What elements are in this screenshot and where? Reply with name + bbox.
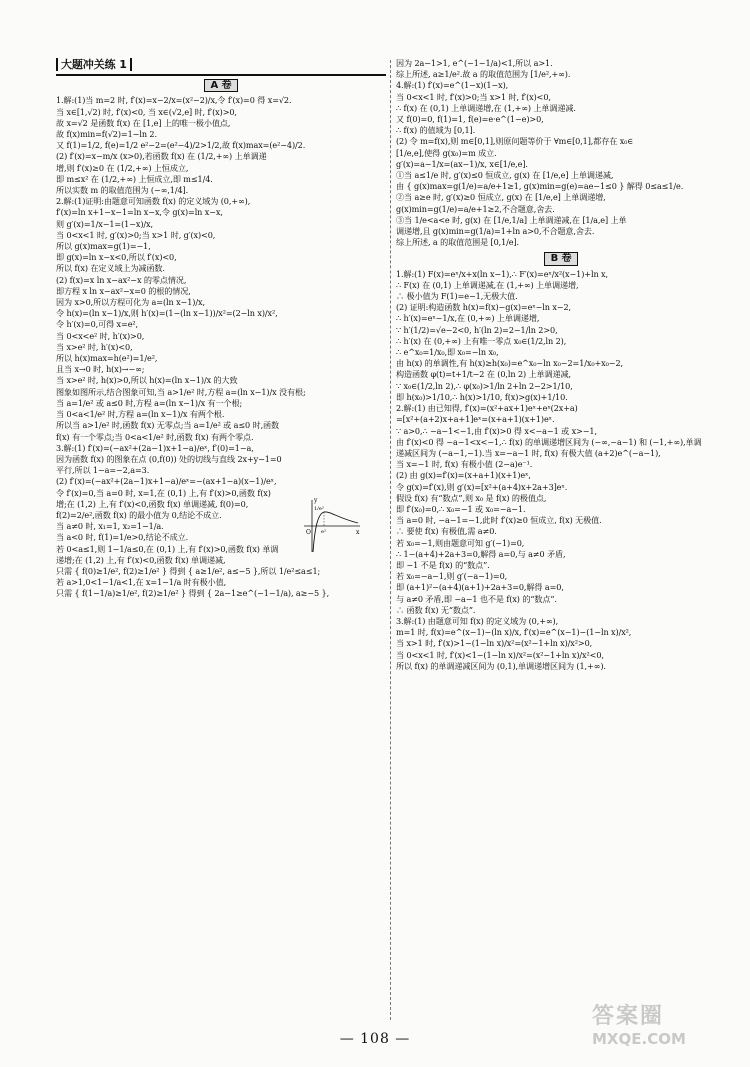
text-line: ∴ f(x) 的值域为 [0,1]. [396,125,476,136]
text-line: 只需 { f(1−1/a)≥1/e², f(2)≥1/e² } 得到 { 2a−1≥e^(−1−1/a), a≥−5 }, [56,588,330,599]
text-line: 所以 f(x) 的单调递减区间为 (0,1),单调递增区间为 (1,+∞). [396,660,606,671]
text-line: 1.解:(1) F(x)=eˣ/x+x(ln x−1),∴ F′(x)=eˣ/x²(x−1)+ln x, [396,268,608,279]
text-line: 故 f(x)min=f(√2)=1−ln 2. [56,129,157,140]
text-line: 即 −1 不是 f(x) 的“数点”. [396,559,490,570]
text-line: (2) 令 m=f(x),则 m∈[0,1],则原问题等价于 ∀m∈[0,1],都存在 x₀∈ [396,136,634,147]
text-line: 即 h(x₀)>1/10,∴ h(x)>1/10, f(x)>g(x)+1/10. [396,391,568,402]
text-line: ∴ e^x₀=1/x₀,即 x₀=−ln x₀, [396,347,499,358]
text-line: 当 x>e² 时, h(x)>0,所以 h(x)=(ln x−1)/x 的大致 [56,375,238,386]
text-line: 则 g′(x)=1/x−1=(1−x)/x, [56,218,153,229]
text-line: 因为函数 f(x) 的图象在点 (0,f(0)) 处的切线与直线 2x+y−1=0 [56,453,282,464]
text-line: ∴ 1−(a+4)+2a+3=0,解得 a=0,与 a≠0 矛盾, [396,548,566,559]
page-number: — 108 — [339,1031,411,1047]
text-line: 故 x=√2 是函数 f(x) 在 [1,e] 上的唯一极小值点, [56,117,231,128]
text-line: m=1 时, f(x)=e^(x−1)−(ln x)/x, f′(x)=e^(x−1)−(1−ln x)/x², [396,627,632,638]
text-line: ∴ h′(x)=eˣ−1/x,在 (0,+∞) 上单调递增, [396,313,540,324]
text-line: 所以 f(x) 在定义域上为减函数. [56,263,165,274]
text-line: (2) 由 g(x)=f′(x)=(x+a+1)(x+1)eˣ, [396,470,531,481]
text-line: 与 a≠0 矛盾,即 −a−1 也不是 f(x) 的“数点”. [396,593,557,604]
text-line: [1/e,e],使得 g(x₀)=m 成立. [396,147,497,158]
text-line: 若 0<a≤1,则 1−1/a≤0,在 (0,1) 上,有 f′(x)>0,函数 f(x) 单调 [56,543,279,554]
text-line: 综上所述, a≥1/e².故 a 的取值范围为 [1/e²,+∞). [396,69,571,80]
text-line: 令 h′(x)=0,可得 x=e², [56,319,139,330]
text-line: ∴ F(x) 在 (0,1) 上单调递减,在 (1,+∞) 上单调递增, [396,279,579,290]
text-line: 图象如图所示,结合图象可知,当 a>1/e² 时,方程 a=(ln x−1)/x 没有根; [56,386,306,397]
text-line: 1.解:(1)当 m=2 时, f′(x)=x−2/x=(x²−2)/x,令 f′(x)=0 得 x=√2. [56,95,292,106]
text-line: f(2)=2/e²,函数 f(x) 的最小值为 0,结论不成立. [56,509,222,520]
text-line: 3.解:(1) f′(x)=(−ax²+(2a−1)x+1−a)/eˣ, f′(0)=1−a, [56,442,254,453]
text-line: ①当 a≤1/e 时, g′(x)≤0 恒成立, g(x) 在 [1/e,e] 上单调递减, [396,170,614,181]
watermark-logo: 答案圈 [592,1004,665,1029]
text-line: ∴ 要使 f(x) 有极值,需 a≠0. [396,526,497,537]
text-line: (2) f(x)=x ln x−ax²−x 的零点情况, [56,274,187,285]
right-solutions-b [396,269,726,672]
text-line: 即 (a+1)²−(a+4)(a+1)+2a+3=0,解得 a=0, [396,582,564,593]
text-line: 且当 x→0 时, h(x)→−∞; [56,364,145,375]
text-line: 当 x>1 时, f′(x)>1−(1−ln x)/x²=(x²−1+ln x)/x²>0, [396,638,593,649]
graph-x-label: x [356,529,360,536]
text-line: 所以实数 m 的取值范围为 (−∞,1/4]. [56,185,189,196]
text-line: 构造函数 φ(t)=t+1/t−2 在 (0,ln 2) 上单调递减, [396,369,571,380]
text-line: 当 x∈[1,√2) 时, f′(x)<0, 当 x∈(√2,e] 时, f′(x)>0, [56,106,237,117]
right-column [396,58,726,672]
text-line: (2) f′(x)=x−m/x (x>0),若函数 f(x) 在 (1/2,+∞) 上单调递 [56,151,267,162]
text-line: 即 f′(x₀)=0,∴ x₀=−1 或 x₀=−a−1. [396,503,526,514]
function-graph [300,496,362,554]
text-line: 又 f(0)=0, f(1)=1, f(e)=e·e^(1−e)>0, [396,114,544,125]
text-line: 当 0<x<1 时, f′(x)<1−(1−ln x)/x²=(x²−1+ln x)/x²<0, [396,649,604,660]
text-line: 即 g(x)=ln x−x<0,所以 f′(x)<0, [56,252,177,263]
text-line: 递增;在 (1,2) 上,有 f′(x)<0,函数 f(x) 单调递减, [56,554,226,565]
graph-peak-label: 1/e² [314,506,324,512]
volume-a-heading [56,79,386,92]
text-line: 增,则 f′(x)≥0 在 (1/2,+∞) 上恒成立, [56,162,189,173]
graph-y-label: y [314,497,318,504]
text-line: 令 g(x)=f′(x),则 g′(x)=[x²+(a+4)x+2a+3]eˣ. [396,481,568,492]
text-line: f(x) 有一个零点;当 0<a<1/e² 时,函数 f(x) 有两个零点. [56,431,254,442]
text-line: 平行,所以 1−a=−2,a=3. [56,465,150,476]
text-line: f′(x)=ln x+1−x−1=ln x−x,令 g(x)=ln x−x, [56,207,223,218]
text-line: 由 { g(x)max=g(1/e)=a/e+1≥1, g(x)min=g(e)=ae−1≤0 } 解得 0≤a≤1/e. [396,181,684,192]
text-line: 2.解:(1)证明:由题意可知函数 f(x) 的定义域为 (0,+∞), [56,196,251,207]
text-line: 当 a<0 时, f(1)=1/e>0,结论不成立. [56,532,189,543]
text-line: 所以 g(x)max=g(1)=−1, [56,241,151,252]
watermark-url: MXQE.COM [592,1030,686,1048]
text-line: 由 h(x) 的单调性,有 h(x)≥h(x₀)=e^x₀−ln x₀−2=1/x₀+x₀−2, [396,358,623,369]
text-line: (2) 证明:构造函数 h(x)=f(x)−g(x)=eˣ−ln x−2, [396,302,572,313]
text-line: (2) f′(x)=(−ax²+(2a−1)x+1−a)/eˣ=−(ax+1−a)(x−1)/eˣ, [56,476,277,487]
text-line: 当 a=0 时, −a−1=−1,此时 f′(x)≥0 恒成立, f(x) 无极值. [396,515,602,526]
column-divider [390,60,391,1020]
text-line: 所以当 a>1/e² 时,函数 f(x) 无零点;当 a=1/e² 或 a≤0 时,函数 [56,420,280,431]
text-line: 2.解:(1) 由已知得, f′(x)=(x²+ax+1)eˣ+eˣ(2x+a) [396,403,578,414]
text-line: 即 m≤x² 在 (1/2,+∞) 上恒成立,即 m≤1/4. [56,173,213,184]
graph-xmark-label: e² [321,529,326,535]
section-banner: 大题冲关练 1 [56,58,132,71]
text-line: ∴ h′(x) 在 (0,+∞) 上有唯一零点 x₀∈(1/2,ln 2), [396,335,567,346]
text-line: 因为 2a−1>1, e^(−1−1/a)<1,所以 a>1. [396,58,553,68]
volume-b-heading [396,252,726,265]
text-line: ∵ a>0,∴ −a−1<−1,由 f′(x)>0 得 x<−a−1 或 x>−1, [396,425,597,436]
text-line: 当 x=−1 时, f(x) 有极小值 (2−a)e⁻¹. [396,459,533,470]
text-line: 令 f′(x)=0,当 a=0 时, x=1,在 (0,1) 上,有 f′(x)>0,函数 f(x) [56,487,271,498]
text-line: 若 a>1,0<1−1/a<1,在 x=1−1/a 时有极小值, [56,577,227,588]
graph-origin-label: O [306,529,311,536]
watermark [592,999,742,1059]
text-line: 由 f′(x)<0 得 −a−1<x<−1,∴ f(x) 的单调递增区间为 (−∞,−a−1) 和 (−1,+∞),单调 [396,436,702,447]
text-line: 4.解:(1) f′(x)=e^(1−x)(1−x), [396,80,509,91]
banner-rule [56,74,386,76]
text-line: 当 0<x<e² 时, h′(x)>0, [56,330,145,341]
text-line: g(x)min=g(1/e)=a/e+1≥2,不合题意,舍去. [396,203,555,214]
text-line: 当 0<a<1/e² 时,方程 a=(ln x−1)/x 有两个根. [56,409,225,420]
text-line: 又 f(1)=1/2, f(e)=1/2 e²−2=(e²−4)/2>1/2,故 f(x)max=(e²−4)/2. [56,140,306,151]
volume-b-label: B 卷 [544,252,579,265]
text-line: 当 a=1/e² 或 a≤0 时,方程 a=(ln x−1)/x 有一个根; [56,397,243,408]
text-line: 调递增,且 g(x)min=g(1/a)=1+ln a>0,不合题意,舍去. [396,226,595,237]
text-line: =[x²+(a+2)x+a+1]eˣ=(x+a+1)(x+1)eˣ. [396,414,555,425]
text-line: 若 x₀=−1,则由题意可知 g′(−1)=0, [396,537,525,548]
text-line: 3.解:(1) 由题意可知 f(x) 的定义域为 (0,+∞), [396,615,559,626]
right-solutions-a [396,58,726,248]
text-line: 令 h(x)=(ln x−1)/x,则 h′(x)=(1−(ln x−1))/x²=(2−ln x)/x², [56,308,278,319]
text-line: ∴ 函数 f(x) 无“数点”. [396,604,476,615]
text-line: 当 a≠0 时, x₁=1, x₂=1−1/a. [56,521,164,532]
text-line: 假设 f(x) 有“数点”,则 x₀ 是 f(x) 的极值点, [396,492,547,503]
text-line: 只需 { f(0)≥1/e², f(2)≥1/e² } 得到 { a≥1/e², a≤−5 },所以 1/e²≤a≤1; [56,565,321,576]
text-line: ②当 a≥e 时, g′(x)≥0 恒成立, g(x) 在 [1/e,e] 上单调递增, [396,192,606,203]
text-line: 综上所述, a 的取值范围是 [0,1/e]. [396,237,520,248]
text-line: 增;在 (1,2) 上,有 f′(x)<0,函数 f(x) 单调递减, f(0)=0, [56,498,249,509]
text-line: 当 0<x<1 时, g′(x)>0;当 x>1 时, g′(x)<0, [56,229,216,240]
text-line: ∴ 极小值为 F(1)=e−1,无极大值. [396,291,518,302]
text-line: 即方程 x ln x−ax²−x=0 的根的情况, [56,285,191,296]
text-line: ③当 1/e<a<e 时, g(x) 在 [1/e,1/a] 上单调递减,在 [1/a,e] 上单 [396,214,627,225]
text-line: ∵ h′(1/2)=√e−2<0, h′(ln 2)=2−1/ln 2>0, [396,324,558,335]
graph-curve [313,512,358,552]
text-line: 若 x₀=−a−1,则 g′(−a−1)=0, [396,571,508,582]
text-line: ∴ f(x) 在 (0,1) 上单调递增,在 (1,+∞) 上单调递减. [396,102,576,113]
text-line: 所以 h(x)max=h(e²)=1/e², [56,353,158,364]
text-line: 当 0<x<1 时, f′(x)>0;当 x>1 时, f′(x)<0, [396,91,551,102]
text-line: 递减区间为 (−a−1,−1).当 x=−a−1 时, f(x) 有极大值 (a+2)e^(−a−1), [396,447,661,458]
text-line: 因为 x>0,所以方程可化为 a=(ln x−1)/x, [56,297,205,308]
text-line: ∵ x₀∈(1/2,ln 2),∴ φ(x₀)>1/ln 2+ln 2−2>1/10, [396,380,573,391]
text-line: g′(x)=a−1/x=(ax−1)/x, x∈[1/e,e]. [396,158,528,169]
text-line: 当 x>e² 时, h′(x)<0, [56,341,133,352]
volume-a-label: A 卷 [204,79,239,92]
